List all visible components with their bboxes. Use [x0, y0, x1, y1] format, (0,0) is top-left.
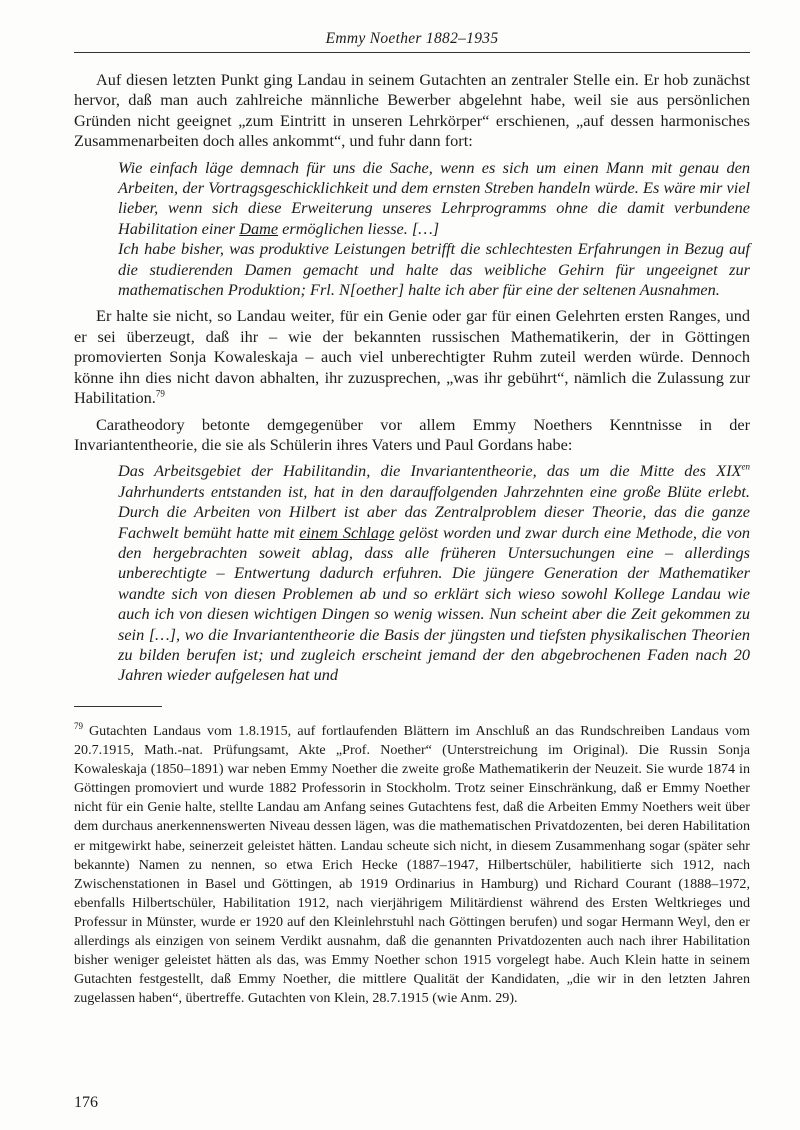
quote-2 — [118, 461, 750, 685]
blockquote-caratheodory — [118, 461, 750, 685]
blockquote-landau — [118, 158, 750, 301]
paragraph-1: Auf diesen letzten Punkt ging Landau in seinem Gutachten an zentraler Stelle ein. Er hob zunächst hervor, daß man auch zahlreiche männliche Bewerber abgelehnt habe, weil sie aus persönlichen Gründen nicht geeignet „zum Eintritt in unseren Lehrkörper“ erschienen, „auf dessen harmonisches Zusammenarbeiten doch alles ankommt“, und fuhr dann fort: — [74, 70, 750, 151]
footnote-rule — [74, 706, 162, 707]
paragraph-2-text: Er halte sie nicht, so Landau weiter, für ein Genie oder gar für einen Gelehrten ersten Ranges, und er sei überzeugt, daß ihr – wie der bekannten russischen Mathematikerin, der in Göttingen promovierten Sonja Kowaleskaja – auch viel unberechtigter Ruhm zuteil werden würde. Dennoch könne ihn dies nicht davon abhalten, ihr zuzusprechen, „was ihr gebührt“, nämlich die Zulassung zur Habilitation. — [74, 306, 750, 408]
quote-1-first — [118, 158, 750, 240]
paragraph-3: Caratheodory betonte demgegenüber vor allem Emmy Noethers Kenntnisse in der Invariantentheorie, die sie als Schülerin ihres Vaters und Paul Gordans habe: — [74, 414, 750, 454]
underlined-schlage: einem Schlage — [299, 522, 395, 542]
quote-text: Jahrhunderts entstanden ist, hat in den darauffolgenden Jahrzehnten eine große Blüte erlebt. Durch die Arbeiten von Hilbert ist aber das Zentralproblem dieser Theorie, das die ganze Fachwelt bemüht hatte mit — [118, 481, 750, 542]
footnote-ref-79[interactable]: 79 — [155, 388, 165, 399]
superscript-en: en — [741, 461, 750, 472]
quote-text: ermöglichen liesse. […] — [278, 218, 440, 238]
underlined-dame: Dame — [239, 218, 279, 238]
quote-text: Wie einfach läge demnach für uns die Sache, wenn es sich um einen Mann mit genau den Arbeiten, der Vortragsgeschicklichkeit und dem ernsten Streben handeln würde. Es wäre mir viel lieber, wenn sich diese Erweiterung unseres Lehrprogramms ohne die damit verbundene Habilitation einer — [118, 157, 750, 238]
footnote-number: 79 — [74, 721, 83, 732]
footnote-79 — [74, 722, 750, 1008]
quote-text: gelöst worden und zwar durch eine Methode, die von den hergebrachten soweit ablag, dass alle früheren Untersuchungen eine – allerdings unberechtigte – Entwertung dadurch erfuhren. Die jüngere Generation der Mathematiker wandte sich von diesen Problemen ab und so erklärt sich wieso sowohl Kollege Landau wie auch ich von diesen wichtigen Dingen so wenig wissen. Nun scheint aber die Zeit gekommen zu sein […], wo die Invariantentheorie die Basis der jüngsten und tiefsten physikalischen Theorien zu bilden berufen ist; und zugleich erscheint jemand der den abgebrochenen Faden nach 20 Jahren wieder aufgelesen hat und — [118, 522, 751, 685]
paragraph-2 — [74, 306, 750, 408]
main-text — [74, 70, 750, 692]
header-rule — [74, 52, 750, 53]
running-header: Emmy Noether 1882–1935 — [325, 30, 499, 47]
quote-text: Das Arbeitsgebiet der Habilitandin, die Invariantentheorie, das um die Mitte des XIX — [118, 461, 742, 481]
quote-1-second: Ich habe bisher, was produktive Leistungen betrifft die schlechtesten Erfahrungen in Bezug auf die studierenden Damen gemacht und halte das weibliche Gehirn für ungeeignet zur mathematischen Produktion; Frl. N[oether] halte ich aber für eine der seltenen Ausnahmen. — [118, 239, 750, 300]
page-number: 176 — [74, 1094, 98, 1111]
footnote-text: Gutachten Landaus vom 1.8.1915, auf fortlaufenden Blättern im Anschluß an das Rundschreiben Landaus vom 20.7.1915, Math.-nat. Prüfungsamt, Akte „Prof. Noether“ (Unterstreichung im Original). Die Russin Sonja Kowaleskaja (1850–1891) war neben Emmy Noether die zweite große Mathematikerin der Neuzeit. Sie wurde 1874 in Göttingen promoviert und wurde 1882 Professorin in Stockholm. Trotz seiner Einschränkung, daß er Emmy Noether nicht für ein Genie halte, stellte Landau am Anfang seines Gutachtens fest, daß die Arbeiten Emmy Noethers weit über dem durchaus anerkennenswerten Niveau dessen lägen, was die mathematischen Privatdozenten, bei deren Habilitation er mitgewirkt habe, seinerzeit geleistet hätten. Landau scheute sich nicht, in diesem Zusammenhang sogar (später sehr bekannte) Namen zu nennen, so etwa Erich Hecke (1887–1947, Hilbertschüler, habilitierte sich 1912, nach Zwischenstationen in Basel und Göttingen, ab 1919 Ordinarius in Hamburg) und Richard Courant (1888–1972, ebenfalls Hilbertschüler, Habilitation 1912, nach vierjährigem Militärdienst während des Ersten Weltkrieges und Professur in Münster, wurde er 1920 auf den Kleinlehrstuhl nach Göttingen berufen) und sogar Hermann Weyl, den er allerdings als einzigen von seinem Verdikt ausnahm, daß die genannten Privatdozenten auch nach ihrer Habilitation bisher weniger geleistet hätten als das, was Emmy Noether schon 1915 vorgelegt habe. Auch Klein hatte in seinem Gutachten festgestellt, daß Emmy Noether, die mittlere Qualität der Kandidaten, „die wir in den letzten Jahren zugelassen haben“, übertreffe. Gutachten von Klein, 28.7.1915 (wie Anm. 29). — [74, 723, 750, 1007]
